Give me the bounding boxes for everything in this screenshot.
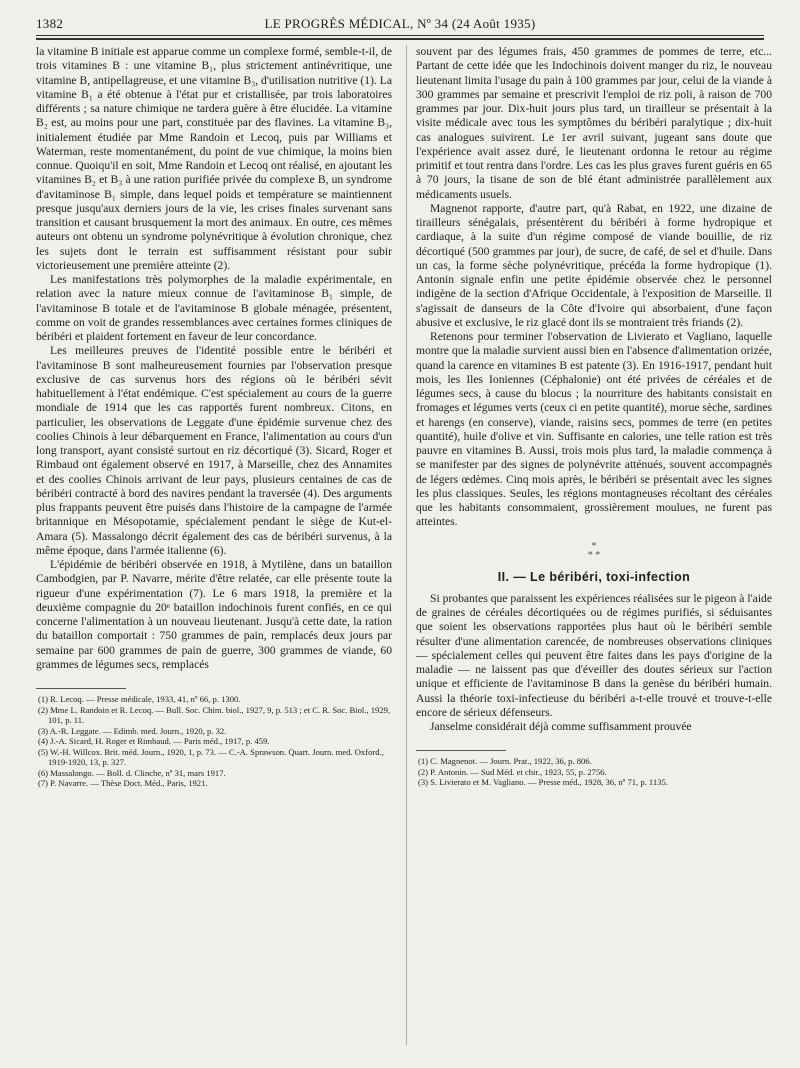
body-paragraph: Magnenot rapporte, d'autre part, qu'à Rabat, en 1922, une dizaine de tirailleurs sénégalais, présentèrent du béribéri à forme hydropique et cardiaque, à la suite d'un régime composé de viande bouillie, de riz décortiqué (500 grammes par jour), de sucre, de café, de sel et d'huile. Dans un cas, la forme sèche polynévritique, précéda la forme hydropique (1). Antonin signale enfin une petite épidémie observée chez le personnel indigène de la section d'Afrique Occidentale, à l'exposition de Marseille. Il s'agissait de danseurs de la Côte d'Ivoire qui absorbaient, d'une façon abusive et exclusive, le riz glacé dont ils se montraient très friands (2).: [416, 201, 772, 329]
footnote-separator: [36, 688, 126, 689]
header-rule-thick: [36, 38, 764, 40]
body-paragraph: Si probantes que paraissent les expériences réalisées sur le pigeon à l'aide de graines de céréales décortiquées ou de régimes purifiés, si séduisantes que soient les observations rapportées plus haut où le béribéri semble résulter d'une alimentation carencée, de nombreuses observations cliniques — spécialement celles qui peuvent être faites dans les pays d'origine de la maladie — ne laissent pas que d'éveiller des doutes sérieux sur l'action unique et efficiente de l'avitaminose B dans la genèse du béribéri humain. Aussi la théorie toxi-infectieuse du béribéri a-t-elle trouvé et trouve-t-elle encore de sérieux défenseurs.: [416, 591, 772, 719]
footnotes-left: [36, 694, 392, 789]
footnote: (4) J.-A. Sicard, H. Roger et Rimbaud. — Paris méd., 1917, p. 459.: [38, 736, 270, 746]
body-paragraph: Retenons pour terminer l'observation de Livierato et Vagliano, laquelle montre que la maladie survient aussi bien en l'absence d'alimentation orizée, quand la carence en vitamines B est patente (3). En 1916-1917, pendant huit mois, les Iles Ioniennes (Céphalonie) ont été privées de céréales et de légumes secs, à cause du blocus ; la nourriture des habitants consistait en fromages et légumes verts (ceux ci en petite quantité), morue sèche, sardines et harengs (en conserve), viande, raisins secs, pommes de terre (en petites quantité), huile d'olive et vin. Suffisante en calories, une telle ration est très pauvre en vitamines B. Aussi, trois mois plus tard, la maladie commença à se manifester par des signes de polynévrite atténués, souvent accompagnés de légers œdèmes. Cinq mois après, le béribéri se présentait avec les signes les plus classiques. Seules, les régions montagneuses récoltant des céréales que les habitants consommaient, grossièrement moulues, ne furent pas atteintes.: [416, 330, 772, 529]
footnote: (1) C. Magnenot. — Journ. Prat., 1922, 36, p. 806.: [418, 756, 592, 767]
footnote: (3) A.-R. Leggate. — Edimb. med. Journ., 1920, p. 32.: [38, 725, 227, 736]
page-number: 1382: [36, 16, 64, 31]
footnote-separator: [416, 750, 506, 751]
running-header: [36, 16, 764, 36]
body-paragraph: Les manifestations très polymorphes de la maladie expérimentale, en relation avec la nature mieux connue de l'avitaminose B₁ simple, de l'avitaminose B totale et de l'avitaminose B globale ménagée, présentent, comme on voit de grandes ressemblances avec certaines formes cliniques de béribéri et plaident fortement en faveur de leur concordance.: [36, 273, 392, 343]
header-rule: [36, 35, 764, 36]
footnote: (7) P. Navarre. — Thèse Doct. Méd., Paris, 1921.: [38, 778, 208, 788]
left-column: [36, 45, 392, 789]
footnote: (6) Massalongo. — Boll. d. Clinche, nº 31, mars 1917.: [38, 767, 226, 778]
body-paragraph: la vitamine B initiale est apparue comme un complexe formé, semble-t-il, de trois vitamines B : une vitamine B₁, plus strictement antinévritique, une vitamine B, antipellagreuse, et une vitamine B₃, d'utilisation nutritive (1). La vitamine B₁ a été obtenue à l'état pur et cristallisée, par trois laboratoires différents ; sa nature chimique ne tardera guère à être élucidée. La vitamine B₂ est, au moins pour une part, constituée par des flavines. La vitamine B₃, initialement étudiée par Mme Randoin et Lecoq, puis par Williams et Waterman, reste momentanément, du point de vue chimique, la moins bien connue. Quoiqu'il en soit, Mme Randoin et Lecoq ont réalisé, en ajoutant les vitamines B₂ et B₃ à une ration purifiée privée du complexe B, un syndrome d'avitaminose B₁ simple, dans lequel poids et température se maintiennent presque jusqu'aux derniers jours de la vie, les crises finales survenant sans transition et causant brusquement la mort des animaux. En outre, ces mêmes auteurs ont obtenu un syndrome polynévritique à évolution chronique, chez les sujets dont le terrain est suffisamment résistant pour subir victorieusement une première atteinte (2).: [36, 45, 392, 272]
body-paragraph: Les meilleures preuves de l'identité possible entre le béribéri et l'avitaminose B sont malheureusement fournies par l'observation presque exclusive de cas survenus hors des régions où le béribéri sévit habituellement à l'état endémique. C'est spécialement au cours de la guerre mondiale de 1914 que les cas rapportés furent nombreux. Citons, en particulier, les observations de Leggate d'une épidémie survenue chez des coolies Chinois à leur débarquement en France, l'alimentation au cours d'un long transport, ayant consisté surtout en riz décortiqué (3). Sicard, Roger et Rimbaud ont également observé en 1917, à Marseille, chez des Annamites et des coolies Chinois arrivant de leur pays, plusieurs centaines de cas de béribéri contracté à bord des navires pendant la traversée (4). Des arguments plus frappants peuvent être puisés dans l'histoire de la campagne de l'armée britannique en Mésopotamie, spécialement pendant le siège de Kut-el-Amara (5). Massalongo décrit également des cas de béribéri survenus, à la même époque, dans l'armée italienne (6).: [36, 344, 392, 557]
section-asterism: * * *: [587, 540, 601, 561]
section-title: II. — Le béribéri, toxi-infection: [497, 569, 691, 584]
body-paragraph: Janselme considérait déjà comme suffisamment prouvée: [430, 720, 692, 733]
footnote: (5) W.-H. Willcox. Brit. méd. Journ., 1920, 1, p. 73. — C.-A. Sprawson. Quart. Journ. med. Oxford., 1919-1920, 13, p. 327.: [38, 746, 384, 767]
footnote: (1) R. Lecoq. — Presse médicale, 1933, 41, nº 66, p. 1300.: [38, 694, 241, 704]
body-paragraph: souvent par des légumes frais, 450 grammes de pommes de terre, etc... Partant de cette idée que les Indochinois doivent manger du riz, le nouveau lieutenant limita l'usage du pain à 100 grammes par jour, celui de la viande à 300 grammes par semaine et prescrivit l'emploi de riz poli, à raison de 700 grammes par jour. Dix-huit jours plus tard, un tirailleur se présentait à la visite médicale avec tous les symptômes du béribéri paralytique ; dix-huit cas analogues suivirent. Le 1er avril suivant, jugeant sans doute que l'expérience avait assez duré, le lieutenant ordonna le retour au régime primitif et tout rentra dans l'ordre. Les cas les plus graves furent guéris en 65 à 70 jours, la tisane de son de blé étant administrée parallèlement aux médicaments usuels.: [416, 45, 772, 201]
footnote: (2) P. Antonin. — Sud Méd. et chir., 1923, 55, p. 2756.: [418, 766, 607, 777]
column-divider: [406, 45, 407, 1045]
footnote: (3) S. Livierato et M. Vagliano. — Presse méd., 1928, 36, nº 71, p. 1135.: [418, 777, 668, 788]
right-column: [416, 45, 772, 788]
footnote: (2) Mme L. Randoin et R. Lecoq. — Bull. Soc. Chim. biol., 1927, 9, p. 513 ; et C. R. Soc. Biol., 1929, 101, p. 11.: [38, 704, 391, 725]
footnotes-right: [416, 756, 772, 788]
running-title: LE PROGRÈS MÉDICAL, Nº 34 (24 Août 1935): [264, 16, 536, 31]
body-paragraph: L'épidémie de béribéri observée en 1918, à Mytilène, dans un bataillon Cambodgien, par P. Navarre, mérite d'être relatée, car elle présente toute la rigueur d'une expérimentation (7). Le 6 mars 1918, la première et la deuxième compagnie du 20ᵉ bataillon indochinois furent confiés, en ce qui concerne l'alimentation à un nouveau lieutenant. Jusqu'à cette date, la ration du bataillon comportait : 750 grammes de pain, remplacés deux jours par semaine par 600 grammes de pain de guerre, 300 grammes de viande, 60 grammes de légumes secs, remplacés: [36, 558, 392, 671]
